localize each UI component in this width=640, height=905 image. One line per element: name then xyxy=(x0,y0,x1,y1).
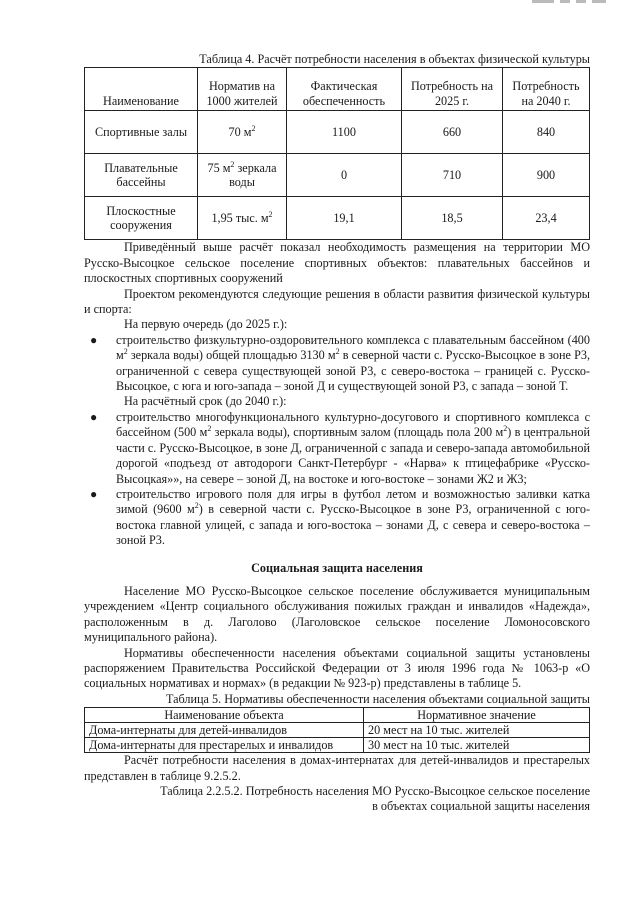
table-cell-value: 20 мест на 10 тыс. жителей xyxy=(364,723,590,738)
table5 xyxy=(84,707,590,753)
table-row xyxy=(85,723,590,738)
list-item: ● строительство физкультурно-оздоровительного комплекса с плавательным бассейном (400 $м^2$ зеркала воды) общей площадью 3130 $м^2$ в северной части с. Русско-Высоцкое в зоне Р3, ограниченной с севера существующей зоной Р3, с северо-востока – границей с. Русско-Высоцкое, с юга и юго-запада – зоной Д и существующей зоной Р3, с запада – зоной Т. xyxy=(90,332,590,394)
paragraph-social-1: Население МО Русско-Высоцкое сельское поселение обслуживается муниципальным учреждением «Центр социального обслуживания пожилых граждан и инвалидов «Надежда», расположенным в д. Лаголово (Лаголовское сельское поселение Ломоносовского муниципального района). xyxy=(84,583,590,645)
section-heading: Социальная защита населения xyxy=(251,560,423,575)
next-table-caption-line-1: Таблица 2.2.5.2. Потребность населения МО Русско-Высоцкое сельское поселение xyxy=(160,784,590,798)
list-item: ● строительство игрового поля для игры в футбол летом и возможностью заливки катка зимой (9600 $м^2$) в северной части с. Русско-Высоцкое в зоне Р3, ограниченной с юго-востока главной улицей, с запада и юго-востока – зонами Д, с севера и северо-востока – зоной Р3. xyxy=(90,486,590,548)
table-header-cell: Потребность на 2025 г. xyxy=(402,68,503,111)
table-cell-value: 30 мест на 10 тыс. жителей xyxy=(364,738,590,753)
table-header-cell: Нормативное значение xyxy=(364,708,590,723)
first-stage-label: На первую очередь (до 2025 г.): xyxy=(124,317,288,332)
table-header-row xyxy=(85,708,590,723)
table-cell-norm: 70 $м^2$ xyxy=(198,111,287,154)
table-cell-need-2040: 900 xyxy=(503,154,590,197)
next-table-caption-line-2: в объектах социальной защиты населения xyxy=(372,799,590,814)
table-row xyxy=(85,738,590,753)
table-cell-norm: 75 $м^2$ зеркала воды xyxy=(198,154,287,197)
table-cell-actual: 1100 xyxy=(287,111,402,154)
paragraph-calc: Приведённый выше расчёт показал необходимость размещения на территории МО Русско-Высоцкое сельское поселение спортивных объектов: плавательных бассейнов и плоскостных спортивных сооружений xyxy=(84,240,590,286)
table-header-cell: Наименование xyxy=(85,68,198,111)
table-header-row xyxy=(85,68,590,111)
calc-stage-label: На расчётный срок (до 2040 г.): xyxy=(124,394,287,409)
list-item: ● строительство многофункционального культурно-досугового и спортивного комплекса с бассейном (500 $м^2$ зеркала воды), спортивным залом (площадь пола 200 $м^2$) в центральной части с. Русско-Высоцкое, в зоне Д, ограниченной с запада и северо-запада автомобильной дорогой «подъезд от автодороги Санкт-Петербург - «Нарва» к птицефабрике «Русско-Высоцкая»», на севере – зоной Д, на востоке и юго-востоке – зонами Ж2 и Ж3; xyxy=(90,409,590,486)
table-row xyxy=(85,197,590,240)
table-cell-norm: 1,95 тыс. $м^2$ xyxy=(198,197,287,240)
table-cell-name: Дома-интернаты для детей-инвалидов xyxy=(85,723,364,738)
table-header-cell: Фактическая обеспеченность xyxy=(287,68,402,111)
scan-artifact xyxy=(532,0,622,6)
paragraph-social-2: Нормативы обеспеченности населения объектами социальной защиты установлены распоряжением Правительства Российской Федерации от 3 июля 1996 года № 1063-р «О социальных нормативах и нормах» (в редакции № 923-р) представлены в таблице 5. xyxy=(84,645,590,691)
table-header-cell: Потребность на 2040 г. xyxy=(503,68,590,111)
paragraph-need: Расчёт потребности населения в домах-интернатах для детей-инвалидов и престарелых представлен в таблице 9.2.5.2. xyxy=(84,753,590,783)
table-cell-need-2025: 660 xyxy=(402,111,503,154)
table-row xyxy=(85,154,590,197)
page-content xyxy=(84,52,590,815)
table-cell-name: Плоскостные сооружения xyxy=(85,197,198,240)
calc-stage-list xyxy=(84,410,590,549)
table-cell-name: Плавательные бассейны xyxy=(85,154,198,197)
table-cell-need-2040: 840 xyxy=(503,111,590,154)
table-cell-need-2025: 710 xyxy=(402,154,503,197)
table-header-cell: Норматив на 1000 жителей xyxy=(198,68,287,111)
table5-caption: Таблица 5. Нормативы обеспеченности населения объектами социальной защиты xyxy=(165,691,590,706)
table4-caption: Таблица 4. Расчёт потребности населения в объектах физической культуры xyxy=(199,52,590,66)
bullet-icon: ● xyxy=(90,486,98,501)
table4 xyxy=(84,67,590,240)
bullet-icon: ● xyxy=(90,332,98,347)
table-cell-need-2040: 23,4 xyxy=(503,197,590,240)
table-cell-name: Спортивные залы xyxy=(85,111,198,154)
table-cell-actual: 19,1 xyxy=(287,197,402,240)
bullet-icon: ● xyxy=(90,409,98,424)
table-cell-need-2025: 18,5 xyxy=(402,197,503,240)
first-stage-list xyxy=(84,333,590,395)
table-row xyxy=(85,111,590,154)
table-cell-actual: 0 xyxy=(287,154,402,197)
paragraph-project: Проектом рекомендуются следующие решения в области развития физической культуры и спорта: xyxy=(84,286,590,317)
table-header-cell: Наименование объекта xyxy=(85,708,364,723)
table-cell-name: Дома-интернаты для престарелых и инвалидов xyxy=(85,738,364,753)
